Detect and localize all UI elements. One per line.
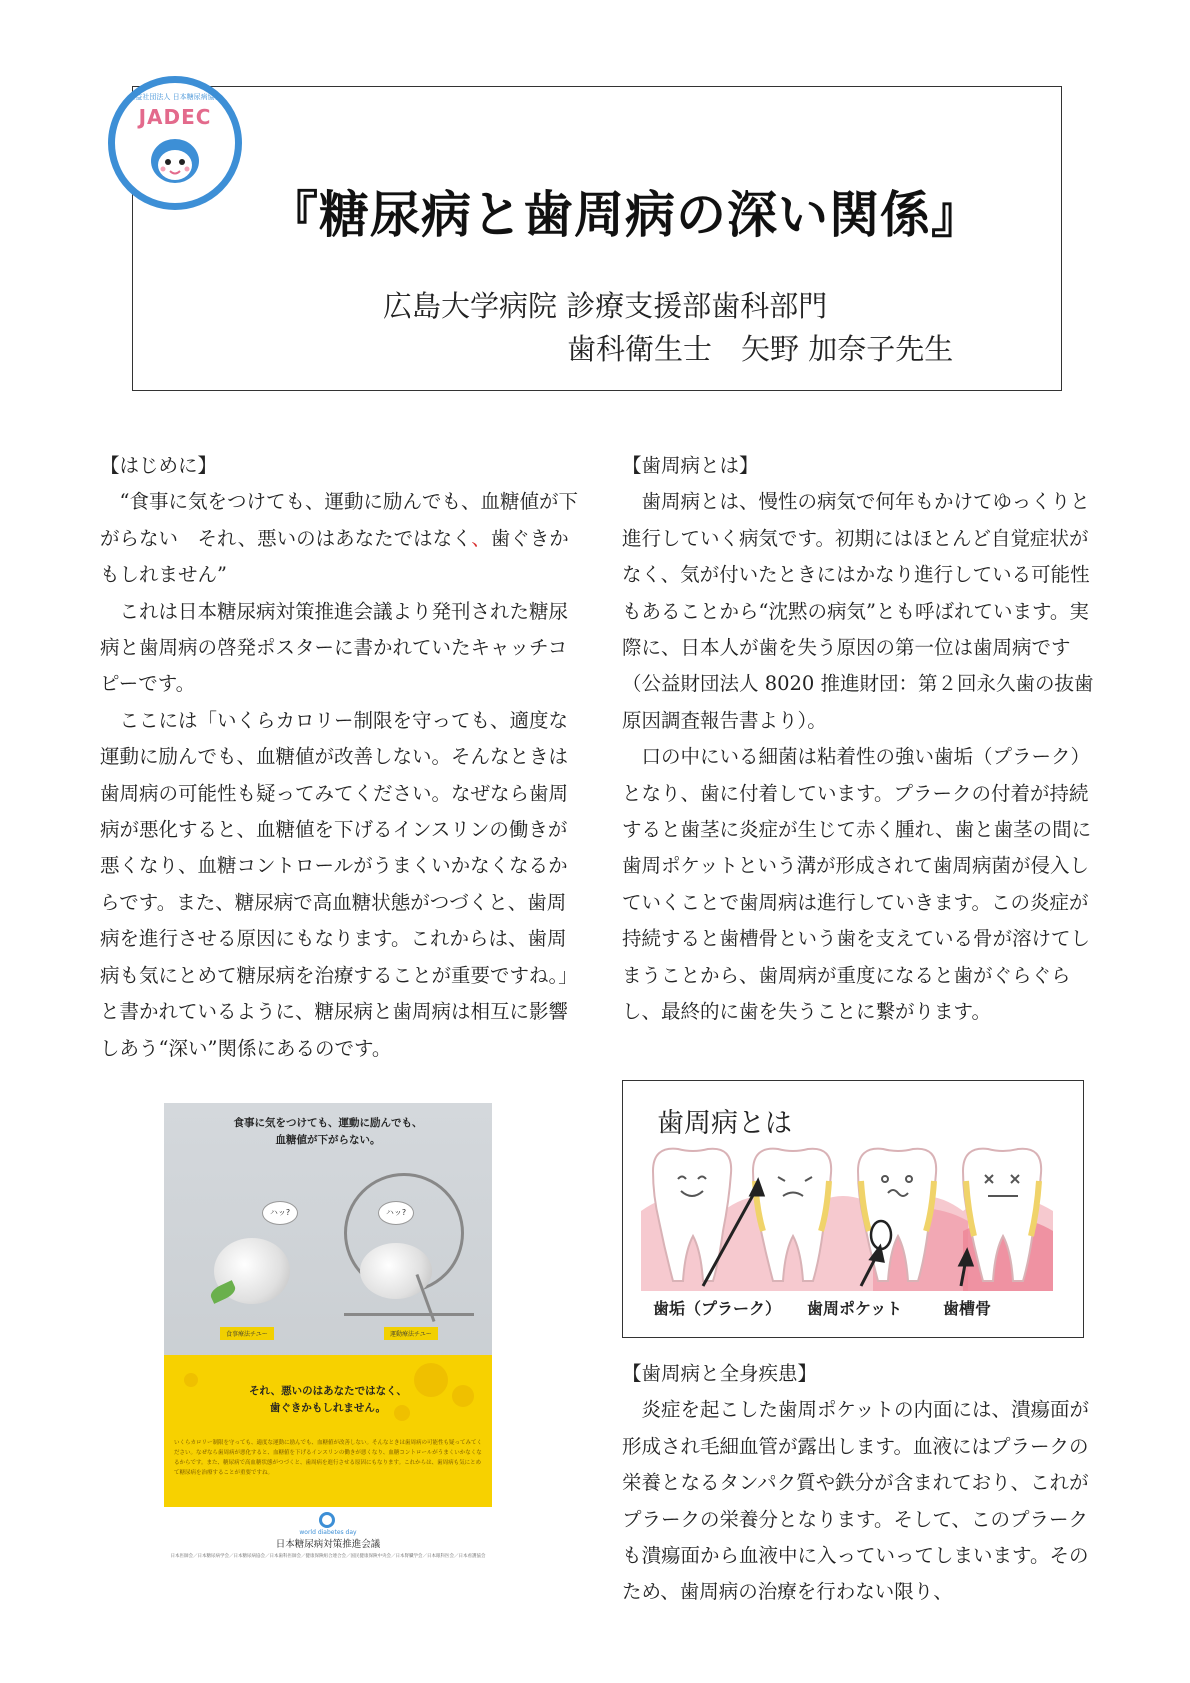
intro-paragraph-1 — [100, 484, 578, 593]
poster-member-orgs: 日本医師会／日本糖尿病学会／日本糖尿病協会／日本歯科医師会／健康保険組合連合会／国民健康保険中央会／日本腎臓学会／日本眼科医会／日本看護協会 — [170, 1554, 486, 1559]
awareness-poster-image — [164, 1103, 492, 1565]
systemic-paragraph-1: 炎症を起こした歯周ポケットの内面には、潰瘍面が形成され毛細血管が露出します。血液にはプラークの栄養となるタンパク質や鉄分が含まれており、これがプラークの栄養分となります。そして、このプラークも潰瘍面から血液中に入っていってしまいます。そのため、歯周病の治療を行わない限り、 — [622, 1398, 1090, 1604]
jadec-logo — [108, 76, 242, 210]
page-title: 『糖尿病と歯周病の深い関係』 — [268, 186, 982, 244]
poster-headline — [164, 1115, 492, 1149]
world-diabetes-day-icon — [319, 1512, 335, 1528]
left-column — [100, 448, 578, 1067]
intro-quote-a: “食事に気をつけても、運動に励んでも、血糖値が下がらない それ、悪いのはあなたではなく — [100, 490, 578, 550]
intro-paragraph-2: これは日本糖尿病対策推進会議より発刊された糖尿病と歯周病の啓発ポスターに書かれていたキャッチコピーです。 — [100, 599, 569, 696]
world-diabetes-day-text: world diabetes day — [299, 1529, 357, 1536]
mascot-face-icon — [148, 133, 202, 185]
poster-subheadline — [164, 1383, 492, 1417]
section-heading-systemic: 【歯周病と全身疾患】 — [622, 1362, 818, 1385]
label-alveolar-bone: 歯槽骨 — [943, 1299, 992, 1318]
poster-subheadline-line1: それ、悪いのはあなたではなく、 — [249, 1385, 407, 1397]
poster-organization: 日本糖尿病対策推進会議 — [275, 1539, 381, 1550]
intro-quote-b: 歯ぐきかもしれません” — [100, 526, 569, 587]
poster-yellow-band — [164, 1355, 492, 1507]
intro-paragraph-3: ここには「いくらカロリー制限を守っても、適度な運動に励んでも、血糖値が改善しない。そんなときは歯周病の可能性も疑ってみてください。なぜなら歯周病が悪化すると、血糖値を下げるインスリンの働きが悪くなり、血糖コントロールがうまくいかなくなるからです。また、糖尿病で高血糖状態がつづくと、歯周病を進行させる原因にもなります。これからは、歯周病も気にとめて糖尿病を治療することが重要ですね。」と書かれているように、糖尿病と歯周病は相互に影響しあう“深い”関係にあるのです。 — [100, 708, 578, 1060]
poster-tag-diet: 食事療法チユー — [220, 1327, 274, 1340]
speech-bubble-left: ハッ? — [262, 1201, 298, 1225]
section-heading-periodontal: 【歯周病とは】 — [622, 454, 759, 477]
periodontal-paragraph-2: 口の中にいる細菌は粘着性の強い歯垢（プラーク）となり、歯に付着しています。プラークの付着が持続すると歯茎に炎症が生じて赤く腫れ、歯と歯茎の間に歯周ポケットという溝が形成されて歯周病菌が侵入していくことで歯周病は進行していきます。この炎症が持続すると歯槽骨という歯を支えている骨が溶けてしまうことから、歯周病が重度になると歯がぐらぐらし、最終的に歯を失うことに繋がります。 — [622, 745, 1092, 1024]
author-name: 歯科衛生士 矢野 加奈子先生 — [567, 332, 954, 366]
leaf-icon — [208, 1280, 237, 1304]
poster-tag-exercise: 運動療法チユー — [384, 1327, 438, 1340]
author-affiliation: 広島大学病院 診療支援部歯科部門 — [383, 289, 828, 323]
poster-body-text: いくらカロリー制限を守っても、適度な運動に励んでも、血糖値が改善しない。そんなときは歯周病の可能性も疑ってみてください。なぜなら歯周病が悪化すると、血糖値を下げるインスリンの働きが悪くなり、血糖コントロールがうまくいかなくなるからです。また、糖尿病で高血糖状態がつづくと、歯周病を進行させる原因にもなります。これからは、歯周病も気にとめて糖尿病を治療することが重要ですね。 — [174, 1440, 483, 1476]
logo-text: JADEC — [138, 105, 212, 129]
poster-headline-line1: 食事に気をつけても、運動に励んでも、 — [233, 1117, 423, 1129]
poster-headline-line2: 血糖値が下がらない。 — [275, 1134, 381, 1146]
wheel-base — [344, 1313, 474, 1316]
label-periodontal-pocket: 歯周ポケット — [807, 1299, 903, 1318]
intro-quote-red-mark: 、 — [471, 526, 491, 550]
teeth-stages-illustration — [623, 1141, 1085, 1291]
label-plaque: 歯垢（プラーク） — [653, 1299, 782, 1318]
right-column-bottom — [622, 1356, 1100, 1611]
figure-title: 歯周病とは — [657, 1108, 792, 1139]
periodontal-paragraph-1: 歯周病とは、慢性の病気で何年もかけてゆっくりと進行していく病気です。初期にはほとんど自覚症状がなく、気が付いたときにはかなり進行している可能性もあることから“沈黙の病気”とも呼ばれています。実際に、日本人が歯を失う原因の第一位は歯周病です（公益財団法人 8020 推進財団：第２回永久歯の抜歯原因調査報告書より）。 — [622, 490, 1094, 732]
right-column-top — [622, 448, 1100, 1031]
logo-org-text: 公益社団法人 日本糖尿病協会 — [128, 93, 222, 101]
section-heading-intro: 【はじめに】 — [100, 454, 218, 477]
poster-subheadline-line2: 歯ぐきかもしれません。 — [269, 1402, 387, 1414]
periodontal-figure — [622, 1080, 1084, 1338]
speech-bubble-right: ハッ? — [378, 1201, 414, 1225]
